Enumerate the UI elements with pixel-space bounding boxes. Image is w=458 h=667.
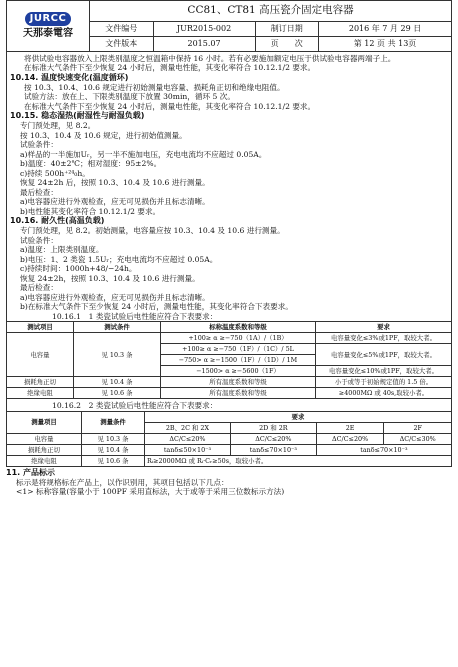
- col-header: 测试项目: [7, 322, 74, 333]
- cell: 电容量变化≤5%或1PF，取较大者。: [316, 344, 452, 366]
- cell: +100≥ α ≥−750（1A）/（1B）: [161, 333, 316, 344]
- sub-header: 2F: [384, 422, 452, 433]
- cell: 所有温度系数和等级: [161, 388, 316, 399]
- cell: 损耗角正切: [7, 444, 82, 455]
- col-header: 要求: [316, 322, 452, 333]
- cell: 见 10.6 条: [82, 455, 145, 466]
- section-heading: 10.14. 温度快速变化(温度循环): [10, 72, 129, 82]
- class1-requirements-table: [6, 321, 452, 399]
- col-header: 测试条件: [74, 322, 161, 333]
- cell: ΔC/C≤20%: [316, 433, 384, 444]
- paragraph: a)样品的一半施加Uᵣ，另一半不施加电压，充电电流均不应超过 0.05A。: [20, 149, 267, 159]
- paragraph: b)温度：40±2℃；相对湿度：95±2%。: [20, 159, 162, 169]
- cell: 所有温度系数和等级: [161, 377, 316, 388]
- paragraph: 在标准大气条件下至少恢复 24 小时后，测量电性能，其变化率符合 10.12.1/2 要求。: [24, 101, 316, 111]
- cell: ΔC/C≤20%: [145, 433, 231, 444]
- class2-requirements-table: [6, 411, 452, 467]
- paragraph: 按 10.3、10.4 及 10.6 规定，进行初始值测量。: [20, 130, 187, 140]
- paragraph: b)电性能其变化率符合 10.12.1/2 要求。: [20, 206, 161, 216]
- paragraph: 专门预处理，见 8.2。初始测量，电容量应按 10.3、10.4 及 10.6 进行测量。: [20, 226, 285, 236]
- cell: 见 10.4 条: [82, 444, 145, 455]
- cell: 见 10.6 条: [74, 388, 161, 399]
- sub-header: 2E: [316, 422, 384, 433]
- page-label: 页 次: [255, 37, 319, 52]
- version-label: 文件版本: [90, 37, 154, 52]
- paragraph: c)持续时间：1000h+48/−24h。: [20, 264, 137, 274]
- paragraph: a)电容器应进行外观检查，应无可见损伤并且标志清晰。: [20, 292, 210, 302]
- table-header-row: [7, 411, 452, 422]
- paragraph: a)电容器应进行外观检查，应无可见损伤并且标志清晰。: [20, 197, 210, 207]
- paragraph: 将供试验电容器放入上限类别温度之恒温箱中保持 16 小时。若有必要施加额定电压于供试验电容器两端子上。: [24, 54, 396, 63]
- paragraph: 标示是将规格标在产品上，以作识别用，其项目包括以下几点：: [16, 477, 229, 487]
- section-heading: 11. 产品标示: [6, 467, 55, 477]
- cell: 电容量变化≤3%或1PF，取较大者。: [316, 333, 452, 344]
- col-header: 测量项目: [7, 411, 82, 433]
- section-11: [6, 467, 452, 497]
- paragraph: 试验方法：放在上、下限类别温度下放置 30min，循环 5 次。: [24, 92, 235, 102]
- sub-header: 2D 和 2R: [230, 422, 316, 433]
- cell: 电容量: [7, 433, 82, 444]
- paragraph: 最后检查：: [20, 187, 58, 197]
- document-body: [6, 52, 452, 321]
- col-header: 标称温度系数和等级: [161, 322, 316, 333]
- date-label: 制订日期: [255, 22, 319, 37]
- table-row: [7, 433, 452, 444]
- cell: tanδ≤70×10⁻³: [316, 444, 451, 455]
- company-logo: [7, 1, 90, 52]
- sub-header: 2B、2C 和 2X: [145, 422, 231, 433]
- cell: ≥4000MΩ 或 40s,取较小者。: [316, 388, 452, 399]
- cell: 小于或等于初始规定值的 1.5 倍。: [316, 377, 452, 388]
- paragraph: 在标准大气条件下至少恢复 24 小时后，测量电性能，其变化率符合 10.12.1/2 要求。: [24, 63, 316, 73]
- col-header: 测量条件: [82, 411, 145, 433]
- doc-no: JUR2015-002: [153, 22, 255, 37]
- cell: Rᵢ≥2000MΩ 或 Rᵢ·Cᵣ≥50s，取较小者。: [145, 455, 452, 466]
- page-number: 第 12 页 共 13页: [319, 37, 452, 52]
- cell: tanδ≤70×10⁻³: [230, 444, 316, 455]
- doc-version: 2015.07: [153, 37, 255, 52]
- cell: tanδ≤50×10⁻³: [145, 444, 231, 455]
- paragraph: 试验条件：: [20, 235, 58, 245]
- paragraph: 恢复 24±2h，按照 10.3、10.4 及 10.6 进行测量。: [20, 273, 200, 283]
- cell: 见 10.3 条: [74, 333, 161, 377]
- document-page: [6, 0, 452, 497]
- table-header-row: [7, 322, 452, 333]
- col-header: 要求: [145, 411, 452, 422]
- paragraph: <1> 标称容量(容量小于 100PF 采用直标法，大于或等于采用三位数标示方法): [16, 487, 285, 497]
- section-heading: 10.16. 耐久性(高温负载): [10, 216, 105, 226]
- doc-date: 2016 年 7 月 29 日: [319, 22, 452, 37]
- paragraph: 专门预处理，见 8.2。: [20, 121, 96, 131]
- table-caption: 10.16.2 2 类瓷试验后电性能应符合下表要求：: [52, 401, 218, 411]
- cell: 见 10.3 条: [82, 433, 145, 444]
- company-name: 天那泰電容: [23, 28, 73, 39]
- cell: 电容量变化≤10%或1PF，取较大者。: [316, 366, 452, 377]
- jurcc-logo: JURCC: [25, 12, 72, 27]
- paragraph: c)持续 500h⁺²⁴₀h。: [20, 168, 90, 178]
- cell: 绝缘电阻: [7, 455, 82, 466]
- paragraph: 试验条件：: [20, 140, 58, 150]
- paragraph: b)电压：1、2 类瓷 1.5Uᵣ；充电电流均不应超过 0.05A。: [20, 254, 218, 264]
- cell: −1500> α ≥−5600（1F）: [161, 366, 316, 377]
- table-row: [7, 333, 452, 344]
- table-row: [7, 377, 452, 388]
- table2-caption-block: [6, 399, 452, 410]
- cell: +100≥ α ≥−750（1F）/（1C）/ 5L: [161, 344, 316, 355]
- section-heading: 10.15. 稳态湿热(耐湿性与耐湿负载): [10, 111, 145, 121]
- cell: −750> α ≥−1500（1F）/（1D）/ 1M: [161, 355, 316, 366]
- paragraph: a)温度：上限类别温度。: [20, 245, 104, 255]
- paragraph: 恢复 24±2h 后，按照 10.3、10.4 及 10.6 进行测量。: [20, 178, 210, 188]
- table-row: [7, 388, 452, 399]
- cell: 损耗角正切: [7, 377, 74, 388]
- paragraph: b)在标准大气条件下至少恢复 24 小时后，测量电性能，其变化率符合下表要求。: [20, 302, 293, 312]
- paragraph: 最后检查：: [20, 283, 58, 293]
- cell: 见 10.4 条: [74, 377, 161, 388]
- doc-no-label: 文件编号: [90, 22, 154, 37]
- cell: ΔC/C≤20%: [230, 433, 316, 444]
- table-caption: 10.16.1 1 类瓷试验后电性能应符合下表要求：: [52, 311, 218, 321]
- cell: ΔC/C≤30%: [384, 433, 452, 444]
- table-row: [7, 455, 452, 466]
- paragraph: 按 10.3、10.4、10.6 规定进行初始测量电容量、损耗角正切和绝缘电阻值。: [24, 82, 285, 92]
- cell: 绝缘电阻: [7, 388, 74, 399]
- document-header: [6, 0, 452, 52]
- cell: 电容量: [7, 333, 74, 377]
- document-title: CC81、CT81 高压瓷介固定电容器: [90, 1, 452, 22]
- table-row: [7, 444, 452, 455]
